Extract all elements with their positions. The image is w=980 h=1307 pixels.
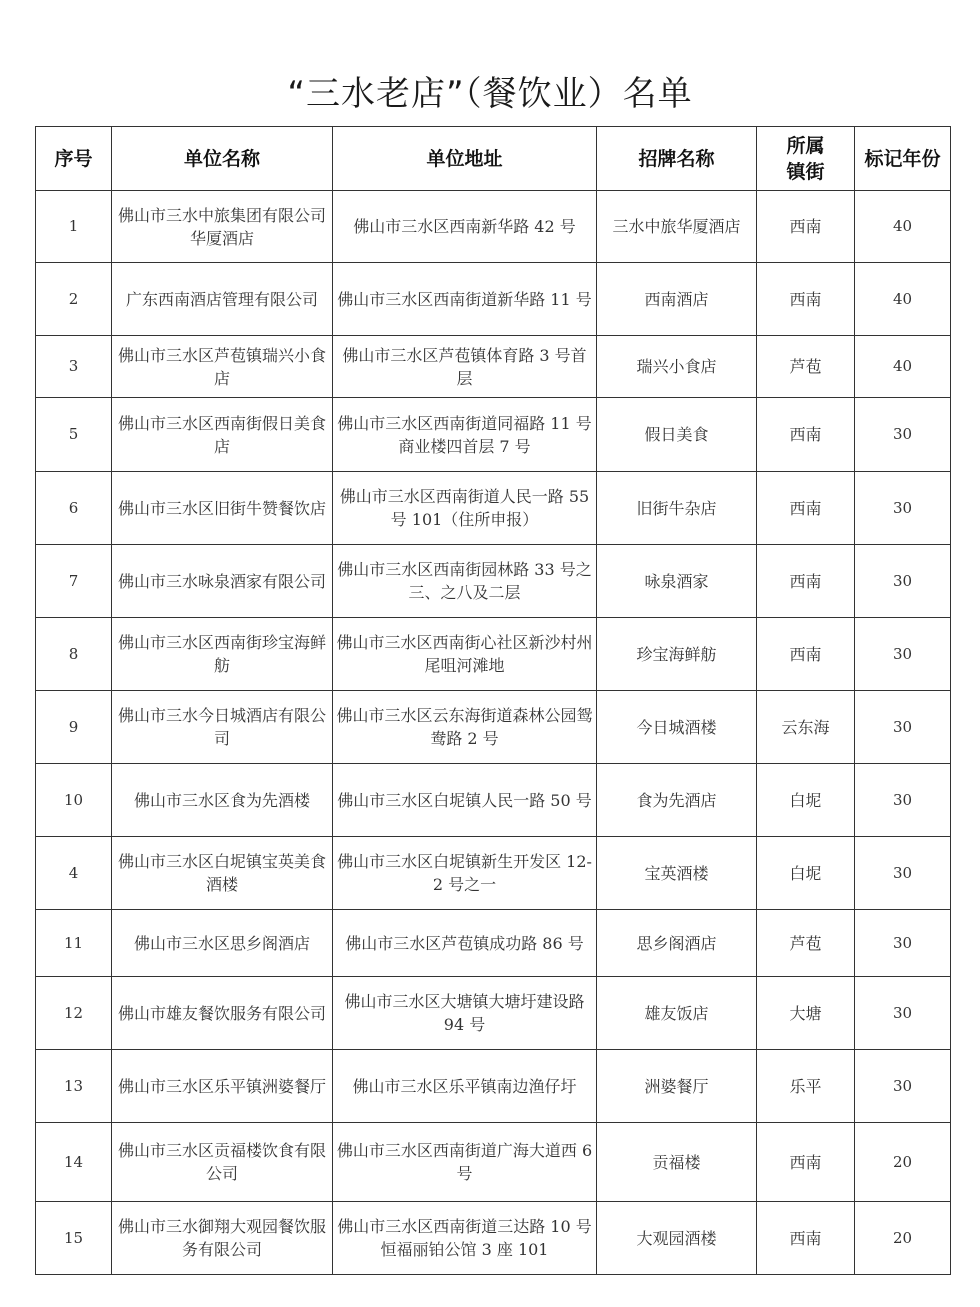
table-row [36, 977, 951, 1050]
town-cell: 西南 [757, 1202, 855, 1275]
town-cell: 乐平 [757, 1050, 855, 1123]
address-cell: 佛山市三水区白坭镇新生开发区 12-2 号之一 [333, 837, 597, 910]
address-cell: 佛山市三水区乐平镇南边渔仔圩 [333, 1050, 597, 1123]
sign-name-cell: 思乡阁酒店 [597, 910, 757, 977]
serial-no-cell: 4 [36, 837, 112, 910]
serial-no-cell: 3 [36, 336, 112, 398]
town-cell: 西南 [757, 398, 855, 472]
address-cell: 佛山市三水区西南街道人民一路 55 号 101（住所申报） [333, 472, 597, 545]
header-mark-year: 标记年份 [855, 127, 951, 191]
address-cell: 佛山市三水区西南街心社区新沙村州尾咀河滩地 [333, 618, 597, 691]
unit-name-cell: 佛山市三水咏泉酒家有限公司 [112, 545, 333, 618]
sign-name-cell: 大观园酒楼 [597, 1202, 757, 1275]
mark-year-cell: 30 [855, 545, 951, 618]
mark-year-cell: 40 [855, 336, 951, 398]
serial-no-cell: 8 [36, 618, 112, 691]
unit-name-cell: 佛山市三水区芦苞镇瑞兴小食店 [112, 336, 333, 398]
mark-year-cell: 30 [855, 618, 951, 691]
address-cell: 佛山市三水区西南街道广海大道西 6 号 [333, 1123, 597, 1202]
unit-name-cell: 佛山市三水区乐平镇洲婆餐厅 [112, 1050, 333, 1123]
town-cell: 西南 [757, 618, 855, 691]
serial-no-cell: 9 [36, 691, 112, 764]
mark-year-cell: 30 [855, 1050, 951, 1123]
address-cell: 佛山市三水区芦苞镇成功路 86 号 [333, 910, 597, 977]
table-row [36, 691, 951, 764]
sign-name-cell: 洲婆餐厅 [597, 1050, 757, 1123]
town-cell: 西南 [757, 545, 855, 618]
serial-no-cell: 15 [36, 1202, 112, 1275]
table-row [36, 472, 951, 545]
table-row [36, 336, 951, 398]
table-row [36, 263, 951, 336]
address-cell: 佛山市三水区西南街道同福路 11 号商业楼四首层 7 号 [333, 398, 597, 472]
unit-name-cell: 佛山市三水中旅集团有限公司华厦酒店 [112, 191, 333, 263]
town-cell: 大塘 [757, 977, 855, 1050]
table-row [36, 1123, 951, 1202]
table-row [36, 191, 951, 263]
address-cell: 佛山市三水区西南街园林路 33 号之三、之八及二层 [333, 545, 597, 618]
table-row [36, 545, 951, 618]
serial-no-cell: 1 [36, 191, 112, 263]
table-row [36, 910, 951, 977]
address-cell: 佛山市三水区大塘镇大塘圩建设路 94 号 [333, 977, 597, 1050]
address-cell: 佛山市三水区芦苞镇体育路 3 号首层 [333, 336, 597, 398]
table-row [36, 398, 951, 472]
header-serial-no: 序号 [36, 127, 112, 191]
serial-no-cell: 11 [36, 910, 112, 977]
mark-year-cell: 30 [855, 977, 951, 1050]
unit-name-cell: 佛山市雄友餐饮服务有限公司 [112, 977, 333, 1050]
serial-no-cell: 2 [36, 263, 112, 336]
unit-name-cell: 佛山市三水区食为先酒楼 [112, 764, 333, 837]
town-cell: 芦苞 [757, 336, 855, 398]
header-sign-name: 招牌名称 [597, 127, 757, 191]
mark-year-cell: 30 [855, 837, 951, 910]
town-cell: 芦苞 [757, 910, 855, 977]
header-unit-name: 单位名称 [112, 127, 333, 191]
serial-no-cell: 6 [36, 472, 112, 545]
town-cell: 西南 [757, 191, 855, 263]
mark-year-cell: 20 [855, 1202, 951, 1275]
address-cell: 佛山市三水区云东海街道森林公园鸳鸯路 2 号 [333, 691, 597, 764]
header-unit-address: 单位地址 [333, 127, 597, 191]
address-cell: 佛山市三水区白坭镇人民一路 50 号 [333, 764, 597, 837]
mark-year-cell: 30 [855, 398, 951, 472]
restaurant-list-table [35, 126, 951, 1275]
town-cell: 白坭 [757, 764, 855, 837]
town-cell: 西南 [757, 263, 855, 336]
mark-year-cell: 40 [855, 263, 951, 336]
sign-name-cell: 食为先酒店 [597, 764, 757, 837]
sign-name-cell: 贡福楼 [597, 1123, 757, 1202]
unit-name-cell: 佛山市三水区西南街假日美食店 [112, 398, 333, 472]
unit-name-cell: 广东西南酒店管理有限公司 [112, 263, 333, 336]
sign-name-cell: 西南酒店 [597, 263, 757, 336]
town-cell: 西南 [757, 472, 855, 545]
sign-name-cell: 咏泉酒家 [597, 545, 757, 618]
serial-no-cell: 5 [36, 398, 112, 472]
mark-year-cell: 40 [855, 191, 951, 263]
address-cell: 佛山市三水区西南新华路 42 号 [333, 191, 597, 263]
sign-name-cell: 旧街牛杂店 [597, 472, 757, 545]
town-cell: 西南 [757, 1123, 855, 1202]
serial-no-cell: 12 [36, 977, 112, 1050]
unit-name-cell: 佛山市三水区旧街牛赞餐饮店 [112, 472, 333, 545]
header-town: 所属镇街 [757, 127, 855, 191]
sign-name-cell: 雄友饭店 [597, 977, 757, 1050]
sign-name-cell: 瑞兴小食店 [597, 336, 757, 398]
address-cell: 佛山市三水区西南街道三达路 10 号恒福丽铂公馆 3 座 101 [333, 1202, 597, 1275]
table-row [36, 837, 951, 910]
serial-no-cell: 14 [36, 1123, 112, 1202]
unit-name-cell: 佛山市三水区白坭镇宝英美食酒楼 [112, 837, 333, 910]
sign-name-cell: 假日美食 [597, 398, 757, 472]
serial-no-cell: 13 [36, 1050, 112, 1123]
mark-year-cell: 30 [855, 764, 951, 837]
unit-name-cell: 佛山市三水区西南街珍宝海鲜舫 [112, 618, 333, 691]
unit-name-cell: 佛山市三水御翔大观园餐饮服务有限公司 [112, 1202, 333, 1275]
table-row [36, 618, 951, 691]
sign-name-cell: 今日城酒楼 [597, 691, 757, 764]
mark-year-cell: 30 [855, 910, 951, 977]
address-cell: 佛山市三水区西南街道新华路 11 号 [333, 263, 597, 336]
town-cell: 云东海 [757, 691, 855, 764]
mark-year-cell: 30 [855, 472, 951, 545]
table-header-row [36, 127, 951, 191]
table-row [36, 1202, 951, 1275]
town-cell: 白坭 [757, 837, 855, 910]
table-row [36, 764, 951, 837]
serial-no-cell: 7 [36, 545, 112, 618]
unit-name-cell: 佛山市三水区思乡阁酒店 [112, 910, 333, 977]
unit-name-cell: 佛山市三水今日城酒店有限公司 [112, 691, 333, 764]
sign-name-cell: 三水中旅华厦酒店 [597, 191, 757, 263]
mark-year-cell: 20 [855, 1123, 951, 1202]
sign-name-cell: 珍宝海鲜舫 [597, 618, 757, 691]
mark-year-cell: 30 [855, 691, 951, 764]
table-row [36, 1050, 951, 1123]
unit-name-cell: 佛山市三水区贡福楼饮食有限公司 [112, 1123, 333, 1202]
page-title: “三水老店”（餐饮业）名单 [287, 74, 693, 114]
sign-name-cell: 宝英酒楼 [597, 837, 757, 910]
serial-no-cell: 10 [36, 764, 112, 837]
